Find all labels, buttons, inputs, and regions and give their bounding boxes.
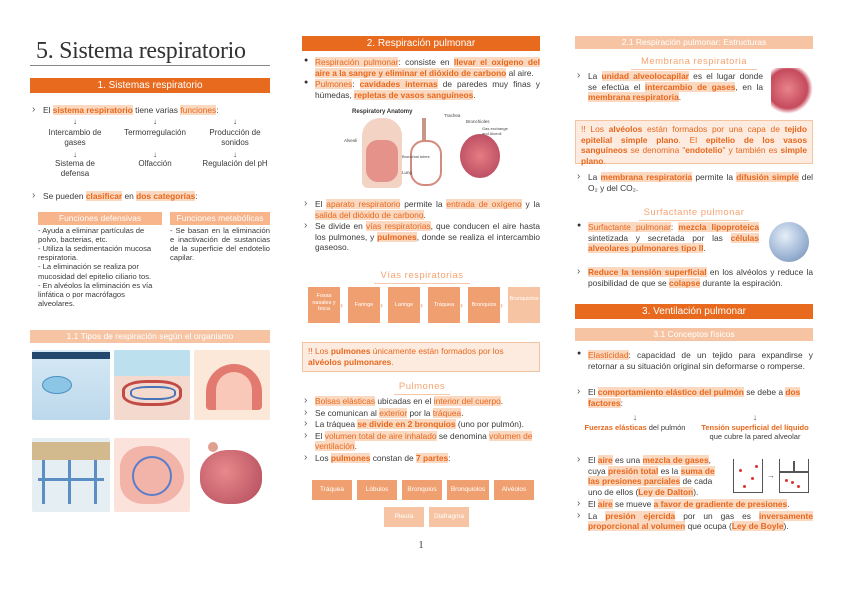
amphibian-image <box>114 350 190 420</box>
part-box: Bronquiolos <box>447 480 489 500</box>
intro-item: › El sistema respiratorio tiene varias funciones: <box>30 105 270 116</box>
pulmones-list <box>302 396 540 464</box>
classify-item: › Se pueden clasificar en dos categorías: <box>30 191 270 202</box>
respiration-types-figure <box>32 348 270 518</box>
figure-label: Alveoli <box>344 138 358 143</box>
lung-parts <box>312 480 534 530</box>
via-box: Faringe <box>348 287 380 323</box>
gradient-item: › El aire se mueve a favor de gradiente de presiones. <box>575 499 813 510</box>
vias-flow: Fosas nasales y boca › Faringe › Laringe › Tráquea › Bronquios › Bronquiolos <box>308 287 540 323</box>
func-item: Sistema de defensa <box>54 159 96 178</box>
membrana-item: › La unidad alveolocapilar es el lugar donde se efectúa el intercambio de gases, en la membrana respiratoria. <box>575 71 763 103</box>
metabolic-text: - Se basan en la eliminación e inactivación de sustancias de la superficie del endotelio capilar. <box>170 226 270 263</box>
column-1: 5. Sistema respiratorio 1. Sistemas respiratorio › El sistema respiratorio tiene varias funciones: ↓ ↓ ↓ Intercambio de gases Termorregulación Producción de sonidos ↓ ↓ ↓ Sistema de defensa Olfacción Regulación del pH › Se pueden clasificar en dos categorías: Funciones defensivas - Ayuda a eliminar partículas de polvo, bacterias, etc. - Utiliza la sedimentación mucosa respiratoria. - La eliminación se realiza por mucosidad del epitelio ciliario tos. - En alvéolos la eliminación es vía linfática o por macrófagos alveolares. Funciones metabólicas - Se basan en la eliminación e inactivación de sustancias de la superficie del endotelio capilar. 1.1 Tipos de respiración según el organismo <box>30 0 270 599</box>
defensive-text: - Ayuda a eliminar partículas de polvo, bacterias, etc. - Utiliza la sedimentación mucosa respiratoria. - La eliminación se realiza por mucosidad del epitelio ciliario tos. - En alvéolos la eliminación es vía linfática o por macrófagos alveolares. <box>38 226 153 308</box>
func-item: Regulación del pH <box>202 159 268 168</box>
figure-label: Bronchioles <box>466 119 490 124</box>
part-box: Diafragma <box>429 507 469 527</box>
boyle-item: › La presión ejercida por un gas es inversamente proporcional al volumen que ocupa (Ley de Boyle). <box>575 511 813 532</box>
bullet-pulmones: ● Pulmones: cavidades internas de paredes muy finas y húmedas, repletas de vasos sanguíneos. <box>302 79 540 100</box>
insect-image <box>32 438 110 512</box>
column-3 <box>575 0 813 599</box>
elasticity-list <box>575 350 813 372</box>
factor-right: ↓ Tensión superficial del líquido que cubre la pared alveolar <box>701 412 809 441</box>
part-box: Alvéolos <box>494 480 534 500</box>
factors-list <box>575 387 813 409</box>
pulmones-item: › Los pulmones constan de 7 partes: <box>302 453 540 464</box>
divide-item: › Se divide en vías respiratorias, que conducen el aire hasta los pulmones, y pulmones, donde se realiza el intercambio gaseoso. <box>302 221 540 253</box>
respiratory-anatomy-figure <box>344 108 512 196</box>
via-box: Bronquios <box>468 287 500 323</box>
tension-item: › Reduce la tensión superficial en los alvéolos y reduce la posibilidad de que se colapse durante la espiración. <box>575 267 813 288</box>
section-2-header: 2. Respiración pulmonar <box>302 36 540 51</box>
via-box: Fosas nasales y boca <box>308 287 340 323</box>
figure-label: Trachea <box>444 113 461 118</box>
surfactante-item: ● Surfactante pulmonar: mezcla lipoproteica sintetizada y secretada por las células alveolares pulmonares tipo II. <box>575 222 759 254</box>
func-item: Intercambio de gases <box>48 128 102 147</box>
pulmones-title: Pulmones <box>394 381 450 395</box>
alveolos-note: !! Los pulmones únicamente están formados por los alvéolos pulmonares. <box>302 342 540 372</box>
membrana-title: Membrana respiratoria <box>631 56 757 70</box>
fish-image <box>114 438 190 512</box>
alveoli-image <box>771 68 813 114</box>
factors-item: › El comportamiento elástico del pulmón se debe a dos factores: <box>575 387 813 408</box>
subsection-2-1-header: 2.1 Respiración pulmonar: Estructuras <box>575 36 813 49</box>
dalton-item: › El aire es una mezcla de gases, cuya presión total es la suma de las presiones parciales de cada uno de ellos (Ley de Dalton). <box>575 455 725 497</box>
bullet-respiracion: ● Respiración pulmonar: consiste en llevar el oxígeno del aire a la sangre y eliminar el dióxido de carbono al aire. <box>302 57 540 78</box>
intro-bullets <box>302 57 540 101</box>
gas-pressure-diagram: → <box>733 453 813 497</box>
page-number: 1 <box>418 540 424 551</box>
intro-list <box>30 105 270 117</box>
via-box: Laringe <box>388 287 420 323</box>
earthworm-image <box>194 350 270 420</box>
aparato-list <box>302 199 540 254</box>
difusion-item: › La membrana respiratoria permite la difusión simple del O₂ y del CO₂. <box>575 172 813 193</box>
classify-list <box>30 191 270 203</box>
page-title: 5. Sistema respiratorio <box>36 38 246 64</box>
metabolic-header: Funciones metabólicas <box>170 212 270 225</box>
subsection-1-1-header: 1.1 Tipos de respiración según el organismo <box>30 330 270 343</box>
pulmones-item: › La tráquea se divide en 2 bronquios (uno por pulmón). <box>302 419 540 430</box>
func-item: Termorregulación <box>124 128 186 137</box>
pulmones-item: › El volumen total de aire inhalado se denomina volumen de ventilación. <box>302 431 540 452</box>
func-item: Olfacción <box>138 159 172 168</box>
elasticity-item: ● Elasticidad: capacidad de un tejido para expandirse y retornar a su situación original sin deformarse o romperse. <box>575 350 813 371</box>
single-cell-organism-image <box>32 350 110 420</box>
gas-list <box>575 499 813 533</box>
figure-label: Gas exchange and Alveoli <box>482 126 508 136</box>
mammal-lung-image <box>194 438 270 512</box>
title-rule <box>30 65 270 66</box>
figure-label: Bronchial tubes <box>402 154 430 159</box>
part-box: Tráquea <box>312 480 352 500</box>
surfactante-list <box>575 222 759 255</box>
via-box: Tráquea <box>428 287 460 323</box>
part-box: Lóbulos <box>357 480 397 500</box>
defensive-header: Funciones defensivas <box>38 212 162 225</box>
figure-label: Lung <box>402 170 413 175</box>
dalton-list <box>575 455 725 498</box>
surfactante-title: Surfactante pulmonar <box>639 207 749 221</box>
surfactant-cell-image <box>769 222 809 262</box>
factor-left: ↓ Fuerzas elásticas del pulmón <box>584 412 686 432</box>
pulmones-item: › Se comunican al exterior por la tráquea. <box>302 408 540 419</box>
via-box: Bronquiolos <box>508 287 540 323</box>
section-3-header: 3. Ventilación pulmonar <box>575 304 813 319</box>
section-1-header: 1. Sistemas respiratorio <box>30 78 270 93</box>
column-2 <box>302 0 540 599</box>
figure-title: Respiratory Anatomy <box>352 109 413 115</box>
membrana-list <box>575 71 763 104</box>
func-item: Producción de sonidos <box>209 128 261 147</box>
difusion-list <box>575 172 813 194</box>
subsection-3-1-header: 3.1 Conceptos físicos <box>575 328 813 341</box>
alveolos-warning: !! Los alvéolos están formados por una capa de tejido epitelial simple plano. El epitelio de los vasos sanguíneos se denomina "endotelio" y también es simple plano. <box>575 120 813 164</box>
aparato-item: › El aparato respiratorio permite la entrada de oxígeno y la salida del dióxido de carbono. <box>302 199 540 220</box>
tension-list <box>575 267 813 289</box>
part-box: Pleura <box>384 507 424 527</box>
pulmones-item: › Bolsas elásticas ubicadas en el interior del cuerpo. <box>302 396 540 407</box>
vias-title: Vías respiratorias <box>374 270 470 284</box>
part-box: Bronquios <box>402 480 442 500</box>
